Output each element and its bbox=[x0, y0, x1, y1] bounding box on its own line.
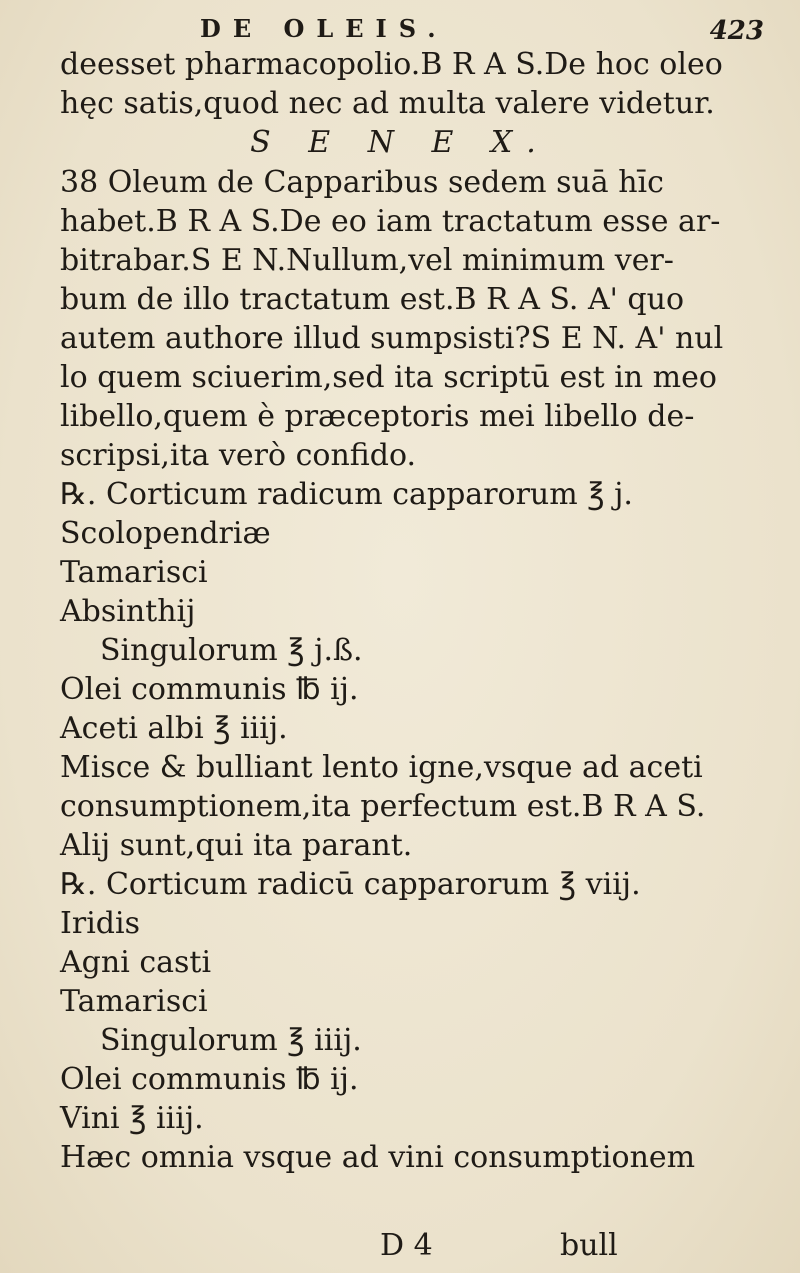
text-line: 38 Oleum de Capparibus sedem suā hīc bbox=[60, 165, 664, 200]
text-line: scripsi,ita verò confido. bbox=[60, 438, 417, 473]
recipe-line: ℞. Corticum radicū capparorum ℥ viij. bbox=[60, 867, 641, 902]
recipe-line: Aceti albi ℥ iiij. bbox=[60, 711, 288, 746]
text-line: libello,quem è præceptoris mei libello de- bbox=[60, 399, 695, 434]
recipe-line: ℞. Corticum radicum capparorum ℥ j. bbox=[60, 477, 633, 512]
text-line: lo quem sciuerim,sed ita scriptū est in meo bbox=[60, 360, 717, 395]
recipe-line: Vini ℥ iiij. bbox=[60, 1101, 204, 1136]
text-line: deesset pharmacopolio.B R A S.De hoc oleo bbox=[60, 47, 723, 82]
text-line: hęc satis,quod nec ad multa valere videtur. bbox=[60, 86, 715, 121]
text-line: bitrabar.S E N.Nullum,vel minimum ver- bbox=[60, 243, 674, 278]
recipe-line: Tamarisci bbox=[60, 984, 208, 1019]
recipe-line: Absinthij bbox=[60, 594, 196, 629]
recipe-line: Olei communis ℔ ij. bbox=[60, 672, 359, 707]
text-line: Alij sunt,qui ita parant. bbox=[60, 828, 413, 863]
recipe-line: Olei communis ℔ ij. bbox=[60, 1062, 359, 1097]
text-line: Hæc omnia vsque ad vini consumptionem bbox=[60, 1140, 696, 1175]
speaker-heading: S E N E X. bbox=[250, 125, 550, 160]
signature-mark: D 4 bbox=[380, 1228, 433, 1263]
running-head: DE OLEIS. bbox=[200, 14, 448, 43]
recipe-line: Scolopendriæ bbox=[60, 516, 271, 551]
recipe-line: Iridis bbox=[60, 906, 140, 941]
text-line: bum de illo tractatum est.B R A S. A' quo bbox=[60, 282, 685, 317]
catchword: bull bbox=[560, 1228, 618, 1263]
recipe-line: Singulorum ℥ j.ß. bbox=[100, 633, 363, 668]
page-number: 423 bbox=[709, 16, 764, 46]
text-line: autem authore illud sumpsisti?S E N. A' nul bbox=[60, 321, 724, 356]
text-line: Misce & bulliant lento igne,vsque ad aceti bbox=[60, 750, 703, 785]
recipe-line: Agni casti bbox=[60, 945, 212, 980]
text-line: habet.B R A S.De eo iam tractatum esse ar- bbox=[60, 204, 721, 239]
text-line: consumptionem,ita perfectum est.B R A S. bbox=[60, 789, 706, 824]
recipe-line: Tamarisci bbox=[60, 555, 208, 590]
recipe-line: Singulorum ℥ iiij. bbox=[100, 1023, 362, 1058]
